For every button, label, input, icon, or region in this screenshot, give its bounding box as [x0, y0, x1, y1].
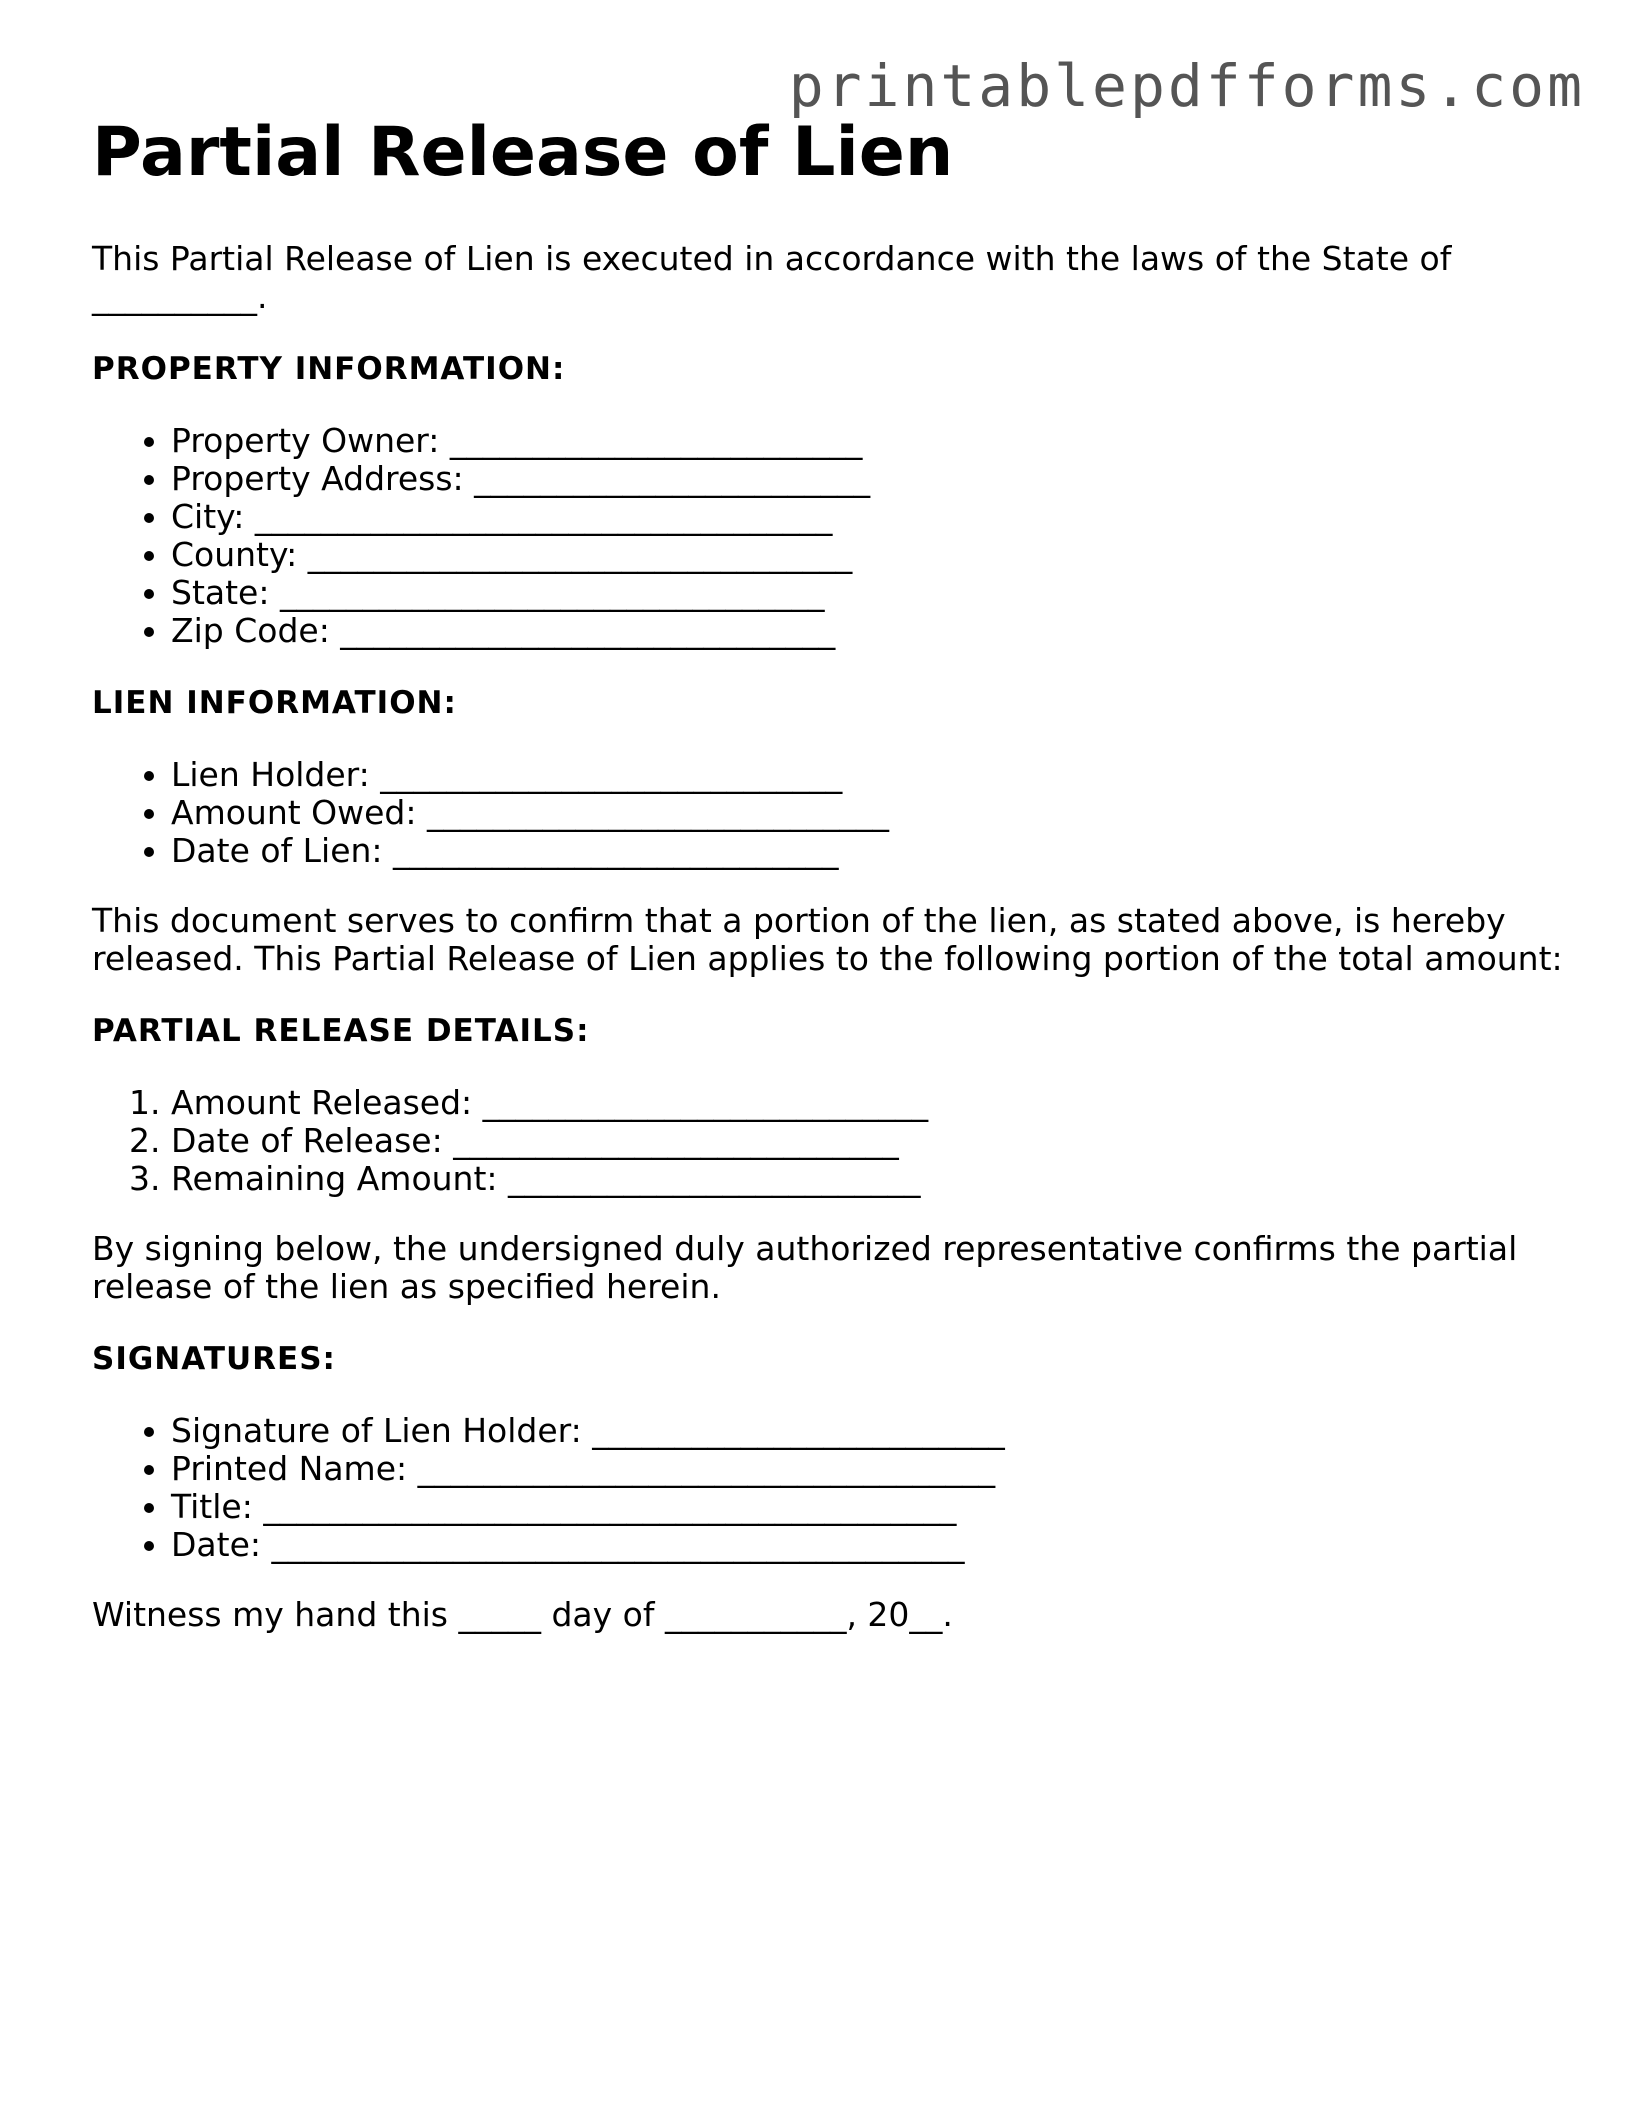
remaining-amount-field: 3. Remaining Amount: _________________________ — [171, 1160, 1572, 1198]
signing-statement-paragraph: By signing below, the undersigned duly authorized representative confirms the partial release of the lien as specified herein. — [92, 1229, 1518, 1306]
property-information-heading: PROPERTY INFORMATION: — [92, 351, 566, 387]
property-address-field: • Property Address: ________________________ — [171, 460, 1572, 498]
city-field: • City: ___________________________________ — [171, 498, 1572, 536]
watermark-site-name: printablepdfforms.com — [788, 52, 1585, 120]
title-field: • Title: __________________________________________ — [171, 1488, 1572, 1526]
amount-owed-field: • Amount Owed: ____________________________ — [171, 794, 1572, 832]
witness-line: Witness my hand this _____ day of ___________, 20__. — [92, 1595, 953, 1634]
zip-code-field: • Zip Code: ______________________________ — [171, 612, 1572, 650]
document-body — [92, 110, 1572, 1666]
signatures-list — [92, 1412, 1572, 1564]
partial-release-details-heading: PARTIAL RELEASE DETAILS: — [92, 1013, 590, 1049]
amount-released-field: 1. Amount Released: ___________________________ — [171, 1084, 1572, 1122]
release-statement-paragraph: This document serves to confirm that a portion of the lien, as stated above, is hereby released. This Partial Release of Lien applies to the following portion of the total amount: — [92, 901, 1563, 978]
printed-name-field: • Printed Name: ___________________________________ — [171, 1450, 1572, 1488]
date-of-release-field: 2. Date of Release: ___________________________ — [171, 1122, 1572, 1160]
property-information-list — [92, 422, 1572, 650]
state-field: • State: _________________________________ — [171, 574, 1572, 612]
intro-paragraph: This Partial Release of Lien is executed in accordance with the laws of the State of __________. — [92, 239, 1452, 316]
date-of-lien-field: • Date of Lien: ___________________________ — [171, 832, 1572, 870]
county-field: • County: _________________________________ — [171, 536, 1572, 574]
lien-information-list — [92, 756, 1572, 870]
property-owner-field: • Property Owner: _________________________ — [171, 422, 1572, 460]
partial-release-details-list — [92, 1084, 1572, 1198]
lien-holder-field: • Lien Holder: ____________________________ — [171, 756, 1572, 794]
document-title: Partial Release of Lien — [92, 113, 954, 192]
signature-of-lien-holder-field: • Signature of Lien Holder: _________________________ — [171, 1412, 1572, 1450]
date-field: • Date: __________________________________________ — [171, 1526, 1572, 1564]
signatures-heading: SIGNATURES: — [92, 1341, 336, 1377]
lien-information-heading: LIEN INFORMATION: — [92, 685, 457, 721]
